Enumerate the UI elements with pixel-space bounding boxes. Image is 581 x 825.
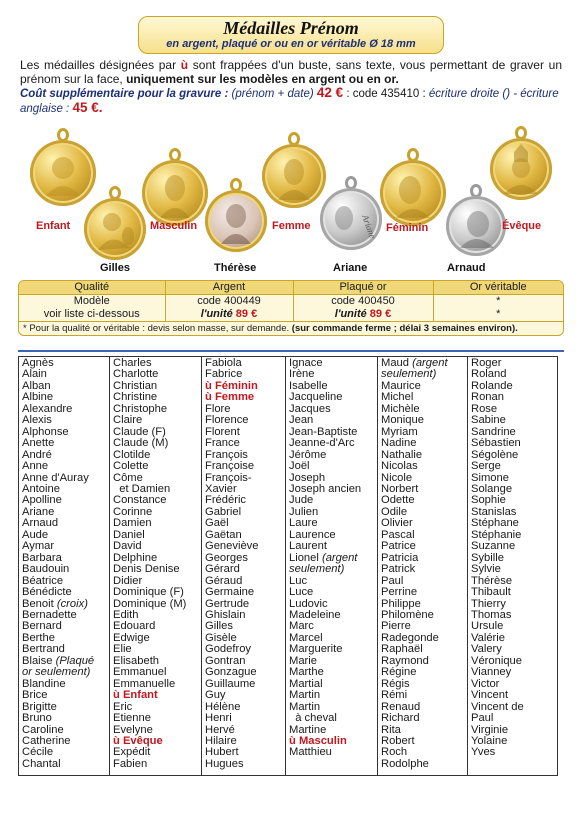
list-item: Alain	[22, 368, 47, 381]
medal-ariane	[320, 176, 382, 252]
header-qualite: Qualité	[19, 281, 165, 295]
list-item: Olivier	[381, 517, 413, 530]
list-item: Marie	[289, 654, 317, 667]
list-item: Philippe	[381, 597, 421, 610]
list-item: Christophe	[113, 402, 168, 415]
cell-voir-liste: voir liste ci-dessous	[19, 308, 165, 321]
list-item: Constance	[113, 494, 167, 507]
label-therese: Thérèse	[214, 262, 257, 274]
list-item: Nadine	[381, 437, 417, 450]
list-item: Marcel	[289, 631, 323, 644]
label-feminin: Féminin	[386, 222, 429, 234]
header-plaque: Plaqué or	[293, 281, 433, 295]
list-item: Gabriel	[205, 505, 242, 518]
names-column	[19, 357, 110, 775]
list-item: Bernard	[22, 620, 62, 633]
list-item: Elisabeth	[113, 654, 160, 667]
list-item: Fabien	[113, 757, 148, 770]
list-item: Martin	[289, 700, 321, 713]
list-item: Hélène	[205, 700, 241, 713]
list-item: Thierry	[471, 597, 506, 610]
list-item: Etienne	[113, 712, 151, 725]
list-item: Rémi	[381, 689, 408, 702]
list-item: Xavier	[205, 482, 237, 495]
list-item: ù Masculin	[289, 734, 347, 747]
list-item: André	[22, 448, 52, 461]
list-item: Geneviève	[205, 540, 259, 553]
list-item: Dominique (M)	[113, 597, 187, 610]
list-item: Albine	[22, 391, 54, 404]
list-item: Claude (M)	[113, 437, 169, 450]
cell-modele: Modèle	[19, 295, 165, 309]
list-item: Suzanne	[471, 540, 516, 553]
list-item: Martine	[289, 723, 327, 736]
list-item: Berthe	[22, 631, 55, 644]
list-item: Claire	[113, 414, 143, 427]
list-item: Matthieu	[289, 746, 332, 759]
list-item: Jacqueline	[289, 391, 343, 404]
list-item: Cécile	[22, 746, 54, 759]
list-item: Marthe	[289, 666, 324, 679]
cell-or-1: *	[496, 295, 501, 307]
list-item: Rita	[381, 723, 401, 736]
label-eveque: Évêque	[502, 220, 542, 232]
list-item: Corinne	[113, 505, 153, 518]
list-item: seulement)	[381, 368, 437, 381]
list-item: Caroline	[22, 723, 64, 736]
list-item: Eric	[113, 700, 133, 713]
list-item: Ronan	[471, 391, 504, 404]
list-item: Hervé	[205, 723, 235, 736]
list-item: Christian	[113, 379, 158, 392]
list-item: Pascal	[381, 528, 415, 541]
medal-therese	[205, 178, 267, 254]
list-item: Patrice	[381, 540, 416, 553]
list-item: Jérôme	[289, 448, 327, 461]
cell-price-argent: l'unité 89 €	[165, 308, 293, 321]
cell-code-argent: code 400449	[165, 295, 293, 309]
list-item: Germaine	[205, 586, 255, 599]
list-item: Vincent de	[471, 700, 524, 713]
label-enfant: Enfant	[36, 220, 71, 232]
list-item: Sophie	[471, 494, 506, 507]
list-item: Joël	[289, 460, 310, 473]
names-column	[286, 357, 378, 775]
list-item: Charles	[113, 357, 152, 369]
list-item: Roger	[471, 357, 502, 369]
cell-code-plaque: code 400450	[293, 295, 433, 309]
list-item: Bernadette	[22, 608, 77, 621]
list-item: à cheval	[289, 712, 337, 725]
list-item: Sybille	[471, 551, 504, 564]
list-item: Maurice	[381, 379, 421, 392]
saint-gilles-icon	[84, 198, 146, 260]
list-item: ù Féminin	[205, 379, 258, 392]
label-arnaud: Arnaud	[447, 262, 486, 274]
list-item: Vianney	[471, 666, 512, 679]
bishop-icon	[490, 138, 552, 200]
list-item: Colette	[113, 460, 149, 473]
list-item: Bertrand	[22, 643, 65, 656]
list-item: Expédit	[113, 746, 151, 759]
list-item: Gaëtan	[205, 528, 242, 541]
list-item: Raymond	[381, 654, 429, 667]
list-item: Chantal	[22, 757, 61, 770]
list-item: Jean	[289, 414, 314, 427]
list-item: Luc	[289, 574, 308, 587]
cost-label: Coût supplémentaire pour la gravure :	[20, 88, 229, 100]
cost-price-1: 42 €	[316, 85, 344, 100]
list-item: Sébastien	[471, 437, 521, 450]
list-item: Ludovic	[289, 597, 328, 610]
list-item: Emmanuelle	[113, 677, 176, 690]
list-item: Denis Denise	[113, 563, 180, 576]
list-item: Raphaël	[381, 643, 423, 656]
names-column	[468, 357, 557, 775]
list-item: Christine	[113, 391, 158, 404]
list-item: Didier	[113, 574, 143, 587]
list-item: Laurent	[289, 540, 327, 553]
list-item: Martial	[289, 677, 323, 690]
medal-gallery	[0, 112, 581, 278]
label-masculin: Masculin	[150, 220, 198, 232]
list-item: Patricia	[381, 551, 419, 564]
names-column	[378, 357, 468, 775]
section-divider	[18, 350, 564, 352]
list-item: Hubert	[205, 746, 239, 759]
list-item: Renaud	[381, 700, 421, 713]
list-item: Patrick	[381, 563, 416, 576]
list-item: Ariane	[22, 505, 55, 518]
list-item: Vincent	[471, 689, 509, 702]
label-ariane: Ariane	[333, 262, 368, 274]
ariane-silver-icon	[320, 188, 382, 250]
table-row	[19, 295, 563, 309]
list-item: Guillaume	[205, 677, 256, 690]
cost-detail: (prénom + date)	[231, 88, 314, 100]
list-item: Baudouin	[22, 563, 70, 576]
list-item: Yolaine	[471, 734, 508, 747]
list-item: Barbara	[22, 551, 62, 564]
saint-therese-icon	[205, 190, 267, 252]
list-item: Henri	[205, 712, 232, 725]
list-item: Marc	[289, 620, 314, 633]
intro-text: Les médailles désignées par	[20, 58, 177, 72]
female-profile-icon	[380, 160, 446, 226]
list-item: France	[205, 437, 240, 450]
names-column	[110, 357, 202, 775]
list-item: Apolline	[22, 494, 62, 507]
list-item: seulement)	[289, 563, 345, 576]
list-item: Ignace	[289, 357, 323, 369]
list-item: Isabelle	[289, 379, 328, 392]
list-item: Edwige	[113, 631, 150, 644]
list-item: Gonzague	[205, 666, 257, 679]
page-title: Médailles Prénom	[223, 18, 359, 38]
saint-arnaud-icon	[446, 196, 506, 256]
list-item: Joseph ancien	[289, 482, 362, 495]
list-item: Clotilde	[113, 448, 151, 461]
list-item: Régine	[381, 666, 417, 679]
list-item: Anette	[22, 437, 55, 450]
medal-gilles	[84, 186, 146, 262]
list-item: Anne	[22, 460, 49, 473]
label-femme: Femme	[272, 220, 311, 232]
list-item: Odile	[381, 505, 408, 518]
male-bust-icon	[142, 160, 208, 226]
list-item: Fabiola	[205, 357, 242, 369]
list-item: Evelyne	[113, 723, 153, 736]
list-item: Géraud	[205, 574, 243, 587]
list-item: Bruno	[22, 712, 52, 725]
pricing-table	[18, 280, 564, 336]
intro-text-2: sont frappées d'un buste, sans texte, vous permettant de graver un prénom sur la face,	[20, 58, 562, 86]
header-or: Or véritable	[433, 281, 563, 295]
list-item: Dominique (F)	[113, 586, 184, 599]
list-item: Solange	[471, 482, 513, 495]
list-item: ù Enfant	[113, 689, 158, 702]
list-item: François-	[205, 471, 252, 484]
list-item: Luce	[289, 586, 314, 599]
list-item: Régis	[381, 677, 410, 690]
list-item: Delphine	[113, 551, 158, 564]
list-item: Hilaire	[205, 734, 237, 747]
list-item: Sandrine	[471, 425, 516, 438]
list-item: Stéphane	[471, 517, 519, 530]
list-item: or seulement)	[22, 666, 91, 679]
list-item: Nathalie	[381, 448, 423, 461]
list-item: Gisèle	[205, 631, 237, 644]
list-item: Radegonde	[381, 631, 439, 644]
list-item: Flore	[205, 402, 231, 415]
list-item: Monique	[381, 414, 424, 427]
list-item: Jeanne-d'Arc	[289, 437, 355, 450]
list-item: Thérèse	[471, 574, 513, 587]
list-item: Serge	[471, 460, 501, 473]
title-banner	[138, 16, 444, 54]
list-item: Julien	[289, 505, 319, 518]
list-item: Aymar	[22, 540, 55, 553]
list-item: Alphonse	[22, 425, 69, 438]
list-item: Daniel	[113, 528, 145, 541]
medal-eveque	[490, 126, 552, 202]
list-item: Robert	[381, 734, 415, 747]
list-item: Valery	[471, 643, 502, 656]
medal-femme	[262, 132, 326, 210]
list-item: Guy	[205, 689, 226, 702]
cost-code: : code 435410 :	[346, 88, 426, 100]
list-item: Ursule	[471, 620, 504, 633]
engraving-marker: ù	[180, 58, 189, 72]
list-item: Alexandre	[22, 402, 73, 415]
list-item: et Damien	[113, 482, 171, 495]
list-item: Lionel (argent	[289, 551, 358, 564]
medal-feminin	[380, 148, 446, 228]
list-item: Gérard	[205, 563, 240, 576]
list-item: Rodolphe	[381, 757, 429, 770]
list-item: Gertrude	[205, 597, 250, 610]
list-item: Gilles	[205, 620, 233, 633]
list-item: Gaël	[205, 517, 229, 530]
list-item: Georges	[205, 551, 248, 564]
list-item: Stanislas	[471, 505, 517, 518]
list-item: Irène	[289, 368, 315, 381]
list-item: Françoise	[205, 460, 255, 473]
list-item: Yves	[471, 746, 496, 759]
table-footnote: * Pour la qualité or véritable : devis selon masse, sur demande. (sur commande ferme ; délai 3 semaines environ).	[19, 321, 563, 335]
intro-paragraph	[20, 58, 562, 86]
list-item: Perrine	[381, 586, 418, 599]
list-item: Michèle	[381, 402, 420, 415]
list-item: ù Evêque	[113, 734, 163, 747]
list-item: Richard	[381, 712, 420, 725]
list-item: Alban	[22, 379, 51, 392]
list-item: Pierre	[381, 620, 411, 633]
list-item: Martin	[289, 689, 321, 702]
header-argent: Argent	[165, 281, 293, 295]
list-item: Laurence	[289, 528, 336, 541]
list-item: Nicole	[381, 471, 413, 484]
medal-masculin	[142, 148, 208, 228]
names-column	[202, 357, 286, 775]
list-item: Sabine	[471, 414, 506, 427]
list-item: David	[113, 540, 142, 553]
list-item: Nicolas	[381, 460, 418, 473]
list-item: Florence	[205, 414, 249, 427]
list-item: Ghislain	[205, 608, 246, 621]
list-item: Fabrice	[205, 368, 243, 381]
list-item: Joseph	[289, 471, 326, 484]
list-item: Jean-Baptiste	[289, 425, 358, 438]
list-item: Michel	[381, 391, 414, 404]
list-item: Catherine	[22, 734, 71, 747]
list-item: Philomène	[381, 608, 434, 621]
ariane-engraving: Ariane	[360, 213, 378, 240]
list-item: Agnès	[22, 357, 54, 369]
list-item: Alexis	[22, 414, 52, 427]
list-item: Valérie	[471, 631, 505, 644]
names-list	[18, 356, 558, 776]
list-item: Charlotte	[113, 368, 159, 381]
list-item: Maud (argent	[381, 357, 448, 369]
list-item: Paul	[471, 712, 494, 725]
list-item: Damien	[113, 517, 152, 530]
list-item: Norbert	[381, 482, 419, 495]
list-item: Benoit (croix)	[22, 597, 88, 610]
list-item: Myriam	[381, 425, 418, 438]
list-item: Thibault	[471, 586, 511, 599]
list-item: Hugues	[205, 757, 244, 770]
page-subtitle: en argent, plaqué or ou en or véritable Ø 18 mm	[166, 38, 416, 50]
list-item: Brice	[22, 689, 48, 702]
list-item: Madeleine	[289, 608, 341, 621]
cost-style-1: écriture droite () -	[428, 88, 518, 100]
list-item: Bénédicte	[22, 586, 72, 599]
list-item: Béatrice	[22, 574, 64, 587]
list-item: Edith	[113, 608, 139, 621]
list-item: Emmanuel	[113, 666, 167, 679]
list-item: Aude	[22, 528, 49, 541]
list-item: Blandine	[22, 677, 66, 690]
cell-price-plaque: l'unité 89 €	[293, 308, 433, 321]
list-item: Roland	[471, 368, 507, 381]
list-item: Véronique	[471, 654, 523, 667]
intro-emphasis: uniquement sur les modèles en argent ou en or.	[126, 72, 399, 86]
list-item: ù Femme	[205, 391, 255, 404]
list-item: Ségolène	[471, 448, 519, 461]
list-item: Odette	[381, 494, 415, 507]
list-item: Claude (F)	[113, 425, 166, 438]
list-item: Jude	[289, 494, 314, 507]
list-item: Simone	[471, 471, 509, 484]
list-item: Virginie	[471, 723, 509, 736]
list-item: Stéphanie	[471, 528, 522, 541]
list-item: Arnaud	[22, 517, 59, 530]
list-item: Anne d'Auray	[22, 471, 89, 484]
female-bust-icon	[262, 144, 326, 208]
list-item: Florent	[205, 425, 240, 438]
list-item: Côme	[113, 471, 143, 484]
list-item: Sylvie	[471, 563, 501, 576]
list-item: Thomas	[471, 608, 512, 621]
list-item: François	[205, 448, 248, 461]
cost-price-2: 45 €.	[72, 100, 103, 115]
list-item: Rose	[471, 402, 498, 415]
list-item: Marguerite	[289, 643, 343, 656]
list-item: Antoine	[22, 482, 60, 495]
list-item: Paul	[381, 574, 404, 587]
list-item: Frédéric	[205, 494, 247, 507]
list-item: Blaise (Plaqué	[22, 654, 95, 667]
list-item: Brigitte	[22, 700, 57, 713]
label-gilles: Gilles	[100, 262, 130, 274]
list-item: Victor	[471, 677, 500, 690]
table-header-row	[19, 281, 563, 295]
cost-style-2: écriture anglaise :	[20, 88, 559, 115]
table-row	[19, 308, 563, 321]
list-item: Jacques	[289, 402, 331, 415]
list-item: Elie	[113, 643, 132, 656]
cell-or-2: *	[496, 308, 501, 320]
list-item: Gontran	[205, 654, 246, 667]
list-item: Godefroy	[205, 643, 252, 656]
list-item: Rolande	[471, 379, 513, 392]
list-item: Edouard	[113, 620, 156, 633]
list-item: Laure	[289, 517, 318, 530]
list-item: Roch	[381, 746, 408, 759]
